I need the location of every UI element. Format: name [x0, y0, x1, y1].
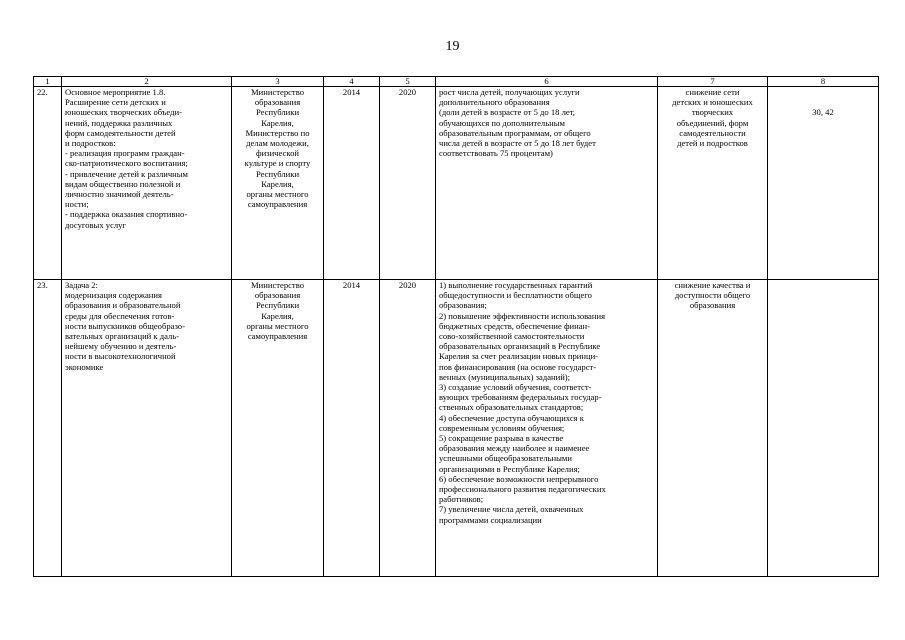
- column-number-header: 7: [658, 77, 768, 87]
- activity-cell: Задача 2: модернизация содержания образования и образовательной среды для обеспечения готов- ности выпускников общеобразо- вательных организаций к даль- нейшему обучению и деятель- ности в высокотехнологичной экономике: [62, 280, 232, 577]
- expected-result-cell: рост числа детей, получающих услуги дополнительного образования (доли детей в возрасте от 5 до 18 лет, обучающихся по дополнительным образовательным программам, от общего числа детей в возрасте от 5 до 18 лет будет соответствовать 75 процентам): [436, 87, 658, 280]
- column-number-header: 8: [768, 77, 879, 87]
- page-number: 19: [445, 39, 460, 54]
- table-row: [34, 87, 879, 280]
- column-number-header: 1: [34, 77, 62, 87]
- start-year-cell: 2014: [324, 87, 380, 280]
- indicators-cell: [768, 280, 879, 577]
- column-number-header: 2: [62, 77, 232, 87]
- row-number-cell: 23.: [34, 280, 62, 577]
- consequence-cell: снижение качества и доступности общего образования: [658, 280, 768, 577]
- consequence-cell: снижение сети детских и юношеских творческих объединений, форм самодеятельности детей и подростков: [658, 87, 768, 280]
- executor-cell: Министерство образования Республики Карелия, Министерство по делам молодежи, физической культуре и спорту Республики Карелия, органы местного самоуправления: [232, 87, 324, 280]
- executor-cell: Министерство образования Республики Карелия, органы местного самоуправления: [232, 280, 324, 577]
- activity-cell: Основное мероприятие 1.8. Расширение сети детских и юношеских творческих объеди- нений, поддержка различных форм самодеятельности детей и подростков: - реализация программ граждан- ско-патриотического воспитания; - привлечение детей к различным видам общественно полезной и личностно значимой деятель- ности; - поддержка оказания спортивно- досуговых услуг: [62, 87, 232, 280]
- program-table: [33, 76, 879, 577]
- row-number-cell: 22.: [34, 87, 62, 280]
- column-number-header: 6: [436, 77, 658, 87]
- end-year-cell: 2020: [380, 280, 436, 577]
- column-number-row: [34, 77, 879, 87]
- end-year-cell: 2020: [380, 87, 436, 280]
- column-number-header: 5: [380, 77, 436, 87]
- indicators-cell: 30, 42: [768, 87, 879, 280]
- table-row: [34, 280, 879, 577]
- expected-result-cell: 1) выполнение государственных гарантий общедоступности и бесплатности общего образования; 2) повышение эффективности использования бюджетных средств, обеспечение финан- сово-хозяйственной самостоятельности образовательных организаций в Республике Карелия за счет реализации новых принци- пов финансирования (на основе государст- венных (муниципальных) заданий); 3) создание условий обучения, соответст- вующих требованиям федеральных государ- ственных образовательных стандартов; 4) обеспечение доступа обучающихся к современным условиям обучения; 5) сокращение разрыва в качестве образования между наиболее и наименее успешными общеобразовательными организациями в Республике Карелия; 6) обеспечение возможности непрерывного профессионального развития педагогических работников; 7) увеличение числа детей, охваченных программами социализации: [436, 280, 658, 577]
- start-year-cell: 2014: [324, 280, 380, 577]
- column-number-header: 3: [232, 77, 324, 87]
- column-number-header: 4: [324, 77, 380, 87]
